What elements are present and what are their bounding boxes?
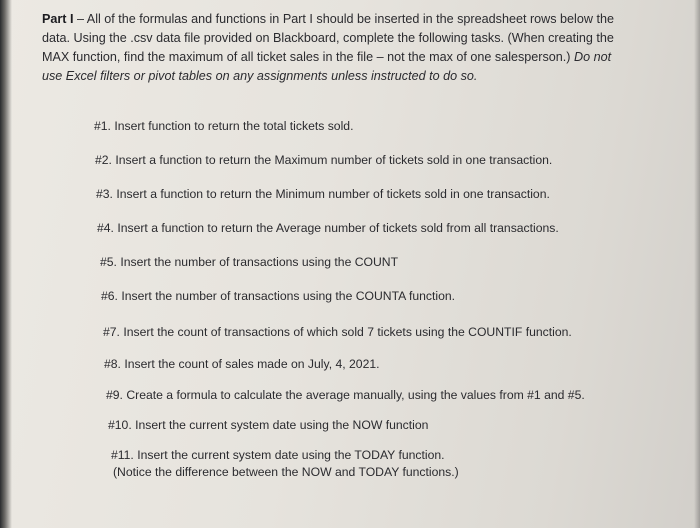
- task-8: #8. Insert the count of sales made on July, 4, 2021.: [104, 357, 380, 371]
- task-11-note: (Notice the difference between the NOW and TODAY functions.): [113, 465, 459, 479]
- intro-line-4: use Excel filters or pivot tables on any assignments unless instructed to do so.: [42, 69, 478, 83]
- intro-line-2: data. Using the .csv data file provided on Blackboard, complete the following tasks. (When creating the: [42, 31, 614, 45]
- task-9: #9. Create a formula to calculate the average manually, using the values from #1 and #5.: [106, 388, 585, 402]
- task-10: #10. Insert the current system date using the NOW function: [108, 418, 429, 432]
- part-label: Part I: [42, 12, 74, 26]
- task-7: #7. Insert the count of transactions of which sold 7 tickets using the COUNTIF function.: [103, 325, 572, 339]
- intro-line-3: MAX function, find the maximum of all ticket sales in the file – not the max of one salesperson.) Do not: [42, 50, 612, 64]
- task-1: #1. Insert function to return the total tickets sold.: [94, 119, 354, 133]
- task-11: #11. Insert the current system date using the TODAY function.: [111, 448, 445, 462]
- task-2: #2. Insert a function to return the Maximum number of tickets sold in one transaction.: [95, 153, 553, 167]
- task-4: #4. Insert a function to return the Average number of tickets sold from all transactions.: [97, 221, 559, 235]
- task-5: #5. Insert the number of transactions using the COUNT: [100, 255, 399, 269]
- page-edge-shadow: [0, 0, 12, 528]
- task-6: #6. Insert the number of transactions using the COUNTA function.: [101, 289, 456, 303]
- page-right-shadow: [694, 0, 700, 528]
- intro-line-1: Part I – All of the formulas and functions in Part I should be inserted in the spreadsheet rows below the: [42, 12, 614, 26]
- task-3: #3. Insert a function to return the Minimum number of tickets sold in one transaction.: [96, 187, 550, 201]
- intro-paragraph: [42, 10, 652, 86]
